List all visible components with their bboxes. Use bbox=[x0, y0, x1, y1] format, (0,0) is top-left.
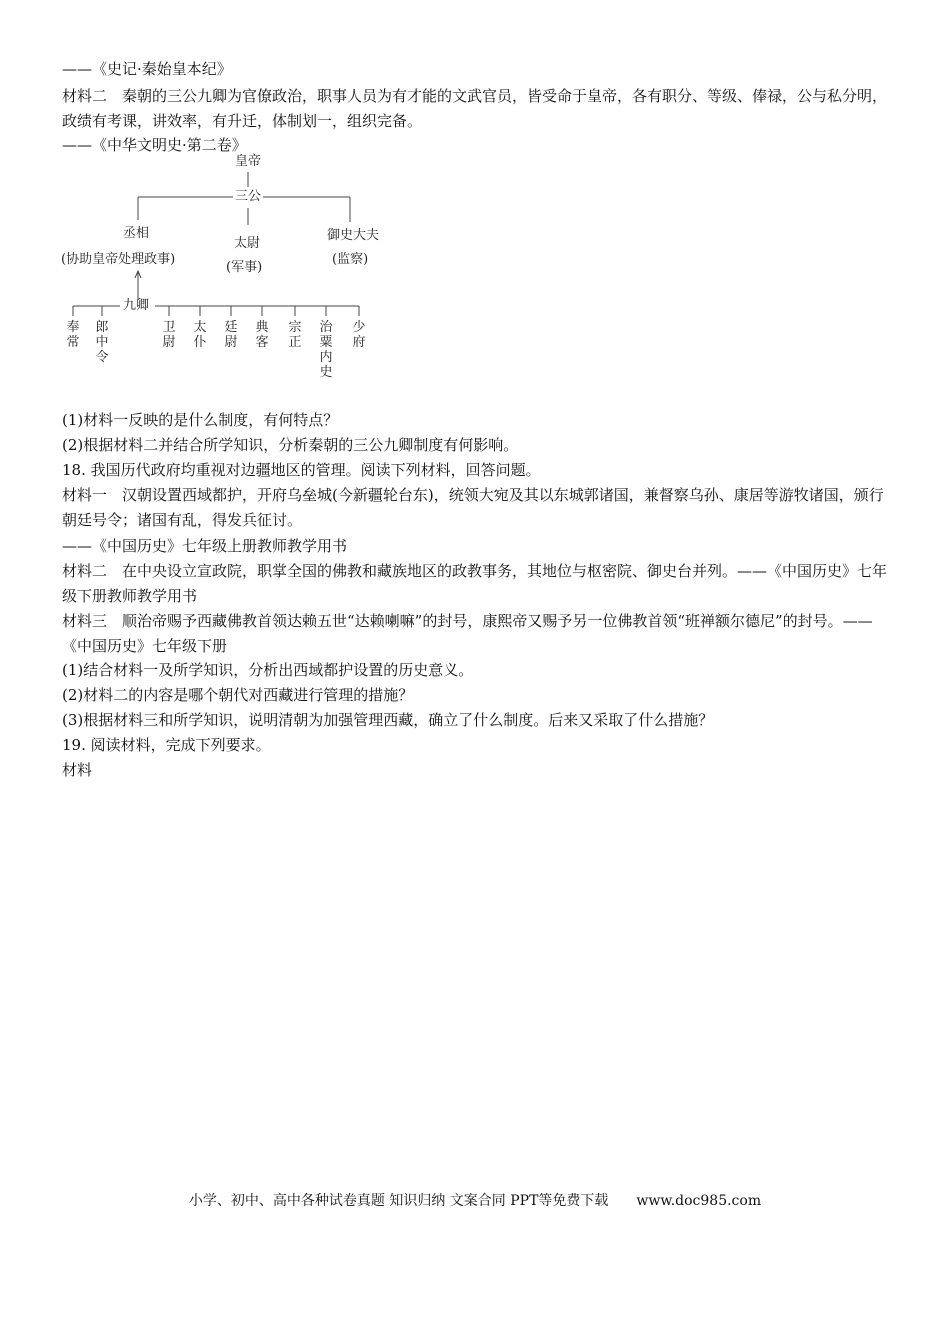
minister-weiwei: 卫尉 bbox=[162, 320, 176, 350]
emperor-label: 皇帝 bbox=[235, 154, 262, 169]
commandant-label: 太尉 bbox=[234, 236, 261, 251]
material-two-paragraph: 材料二 秦朝的三公九卿为官僚政治，职事人员为有才能的文武官员，皆受命于皇帝，各有职分、等级、俸禄，公与私分明，政绩有考课，讲效率，有升迁，体制划一，组织完备。 bbox=[62, 87, 888, 130]
minister-fengchang: 奉常 bbox=[66, 320, 80, 350]
question-19-title: 19. 阅读材料，完成下列要求。 bbox=[62, 736, 271, 754]
chancellor-role: (协助皇帝处理政事) bbox=[61, 252, 176, 267]
question-18-title: 18. 我国历代政府均重视对边疆地区的管理。阅读下列材料，回答问题。 bbox=[62, 461, 541, 479]
minister-zongzheng: 宗正 bbox=[288, 320, 302, 350]
minister-taipu: 太仆 bbox=[193, 320, 207, 350]
q18-material-three: 材料三 顺治帝赐予西藏佛教首领达赖五世“达赖喇嘛”的封号，康熙帝又赐予另一位佛教首领“班禅额尔德尼”的封号。——《中国历史》七年级下册 bbox=[62, 612, 873, 655]
question-18-3: (3)根据材料三和所学知识，说明清朝为加强管理西藏，确立了什么制度。后来又采取了什么措施？ bbox=[62, 711, 714, 729]
minister-tingwei: 廷尉 bbox=[224, 320, 238, 350]
three-dukes-label: 三公 bbox=[235, 189, 262, 204]
minister-zhisuneishi: 治粟内史 bbox=[319, 320, 333, 380]
q18-material-one-source: ——《中国历史》七年级上册教师教学用书 bbox=[62, 537, 348, 555]
chancellor-label: 丞相 bbox=[123, 226, 150, 241]
footer-text: 小学、初中、高中各种试卷真题 知识归纳 文案合同 PPT等免费下载 www.doc985.com bbox=[188, 1193, 762, 1209]
minister-langzhongling: 郎中令 bbox=[95, 320, 109, 365]
minister-shaofu: 少府 bbox=[352, 320, 366, 350]
minister-dianke: 典客 bbox=[255, 320, 269, 350]
org-chart bbox=[55, 150, 395, 395]
question-19-material: 材料 bbox=[62, 761, 93, 779]
commandant-role: (军事) bbox=[226, 260, 263, 275]
censor-role: (监察) bbox=[332, 252, 369, 267]
question-18-2: (2)材料二的内容是哪个朝代对西藏进行管理的措施？ bbox=[62, 686, 414, 704]
source-citation-1: ——《史记·秦始皇本纪》 bbox=[62, 60, 232, 78]
question-17-1: (1)材料一反映的是什么制度，有何特点？ bbox=[62, 411, 339, 429]
q18-material-two: 材料二 在中央设立宣政院，职掌全国的佛教和藏族地区的政教事务，其地位与枢密院、御史台并列。——《中国历史》七年级下册教师教学用书 bbox=[62, 562, 888, 605]
question-18-1: (1)结合材料一及所学知识，分析出西域都护设置的历史意义。 bbox=[62, 661, 474, 679]
q18-material-one: 材料一 汉朝设置西域都护，开府乌垒城(今新疆轮台东)，统领大宛及其以东城郭诸国，兼督察乌孙、康居等游牧诸国，颁行朝廷号令；诸国有乱，得发兵征讨。 bbox=[62, 486, 884, 529]
question-17-2: (2)根据材料二并结合所学知识，分析秦朝的三公九卿制度有何影响。 bbox=[62, 436, 519, 454]
nine-ministers-label: 九卿 bbox=[123, 298, 150, 313]
censor-label: 御史大夫 bbox=[327, 228, 380, 243]
source-citation-2: ——《中华文明史·第二卷》 bbox=[62, 136, 247, 154]
